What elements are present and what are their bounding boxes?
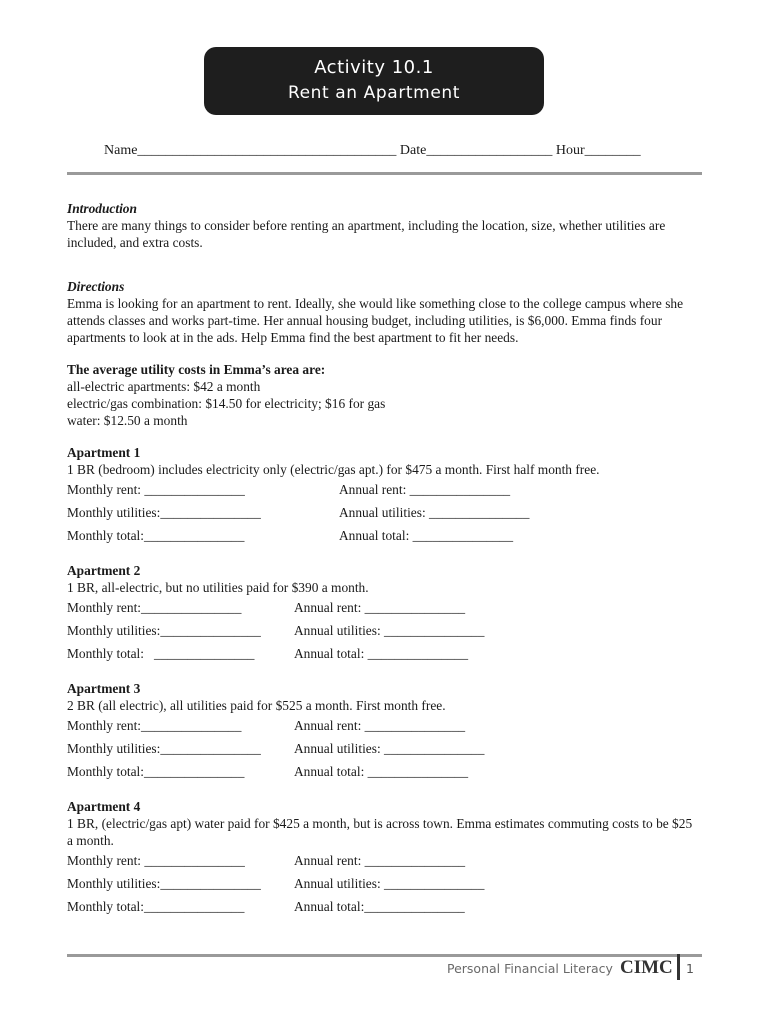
cimc-logo: CIMC <box>620 957 673 978</box>
annual-field[interactable]: Annual rent: _______________ <box>294 853 466 868</box>
footer-course-title: Personal Financial Literacy <box>447 961 613 976</box>
annual-field[interactable]: Annual utilities: _______________ <box>294 741 485 756</box>
apartment-description: 1 BR, all-electric, but no utilities paid for $390 a month. <box>67 580 369 595</box>
monthly-field[interactable]: Monthly rent:_______________ <box>67 718 242 733</box>
calc-row <box>67 714 697 737</box>
apartment-1 <box>67 444 697 547</box>
activity-title-box <box>204 47 544 115</box>
calc-row <box>67 478 697 501</box>
monthly-field[interactable]: Monthly utilities:_______________ <box>67 505 261 520</box>
monthly-field[interactable]: Monthly total:_______________ <box>67 899 245 914</box>
apartment-2 <box>67 562 697 665</box>
monthly-field[interactable]: Monthly rent: _______________ <box>67 853 245 868</box>
calc-row <box>67 849 697 872</box>
calc-row <box>67 501 697 524</box>
utility-line: water: $12.50 a month <box>67 413 188 428</box>
top-divider <box>67 172 702 175</box>
annual-field[interactable]: Annual total: _______________ <box>294 646 469 661</box>
introduction-text: There are many things to consider before renting an apartment, including the location, size, whether utilities are included, and extra costs. <box>67 218 666 250</box>
apartment-description: 1 BR, (electric/gas apt) water paid for $425 a month, but is across town. Emma estimates commuting costs to be $25 a month. <box>67 816 693 848</box>
annual-field[interactable]: Annual rent: _______________ <box>339 482 511 497</box>
monthly-field[interactable]: Monthly rent: _______________ <box>67 482 245 497</box>
directions-text: Emma is looking for an apartment to rent. Ideally, she would like something close to the college campus where she attends classes and works part-time. Her annual housing budget, including utilities, is $6,000. Emma finds four apartments to look at in the ads. Help Emma find the best apartment to fit her needs. <box>67 296 684 345</box>
page-number: 1 <box>686 961 694 976</box>
utility-line: all-electric apartments: $42 a month <box>67 379 261 394</box>
annual-field[interactable]: Annual utilities: _______________ <box>339 505 530 520</box>
apartment-description: 1 BR (bedroom) includes electricity only (electric/gas apt.) for $475 a month. First half month free. <box>67 462 600 477</box>
annual-field[interactable]: Annual rent: _______________ <box>294 600 466 615</box>
directions-heading: Directions <box>67 279 125 294</box>
calc-row <box>67 619 697 642</box>
introduction-heading: Introduction <box>67 201 137 216</box>
annual-field[interactable]: Annual utilities: _______________ <box>294 623 485 638</box>
monthly-field[interactable]: Monthly utilities:_______________ <box>67 876 261 891</box>
annual-field[interactable]: Annual total: _______________ <box>339 528 514 543</box>
calc-row <box>67 872 697 895</box>
utility-line: electric/gas combination: $14.50 for electricity; $16 for gas <box>67 396 386 411</box>
apartment-title: Apartment 1 <box>67 445 141 460</box>
calc-row <box>67 596 697 619</box>
name-date-hour-line: Name_____________________________________ Date__________________ Hour________ <box>104 143 641 158</box>
activity-title: Rent an Apartment <box>287 83 461 103</box>
annual-field[interactable]: Annual utilities: _______________ <box>294 876 485 891</box>
apartment-3 <box>67 680 697 783</box>
monthly-field[interactable]: Monthly utilities:_______________ <box>67 623 261 638</box>
annual-field[interactable]: Annual rent: _______________ <box>294 718 466 733</box>
calc-row <box>67 524 697 547</box>
calc-row <box>67 760 697 783</box>
apartment-title: Apartment 4 <box>67 799 141 814</box>
monthly-field[interactable]: Monthly utilities:_______________ <box>67 741 261 756</box>
activity-number: Activity 10.1 <box>314 57 434 78</box>
monthly-field[interactable]: Monthly rent:_______________ <box>67 600 242 615</box>
monthly-field[interactable]: Monthly total:_______________ <box>67 528 245 543</box>
apartment-title: Apartment 2 <box>67 563 141 578</box>
apartment-4 <box>67 798 697 918</box>
calc-row <box>67 737 697 760</box>
worksheet-content <box>67 200 697 918</box>
calc-row <box>67 642 697 665</box>
calc-row <box>67 895 697 918</box>
bottom-divider <box>67 954 702 957</box>
utility-costs-heading: The average utility costs in Emma’s area are: <box>67 362 326 377</box>
annual-field[interactable]: Annual total: _______________ <box>294 764 469 779</box>
monthly-field[interactable]: Monthly total:_______________ <box>67 764 245 779</box>
footer-separator <box>677 954 680 980</box>
apartment-title: Apartment 3 <box>67 681 141 696</box>
apartment-description: 2 BR (all electric), all utilities paid for $525 a month. First month free. <box>67 698 446 713</box>
annual-field[interactable]: Annual total:_______________ <box>294 899 465 914</box>
monthly-field[interactable]: Monthly total: _______________ <box>67 646 255 661</box>
